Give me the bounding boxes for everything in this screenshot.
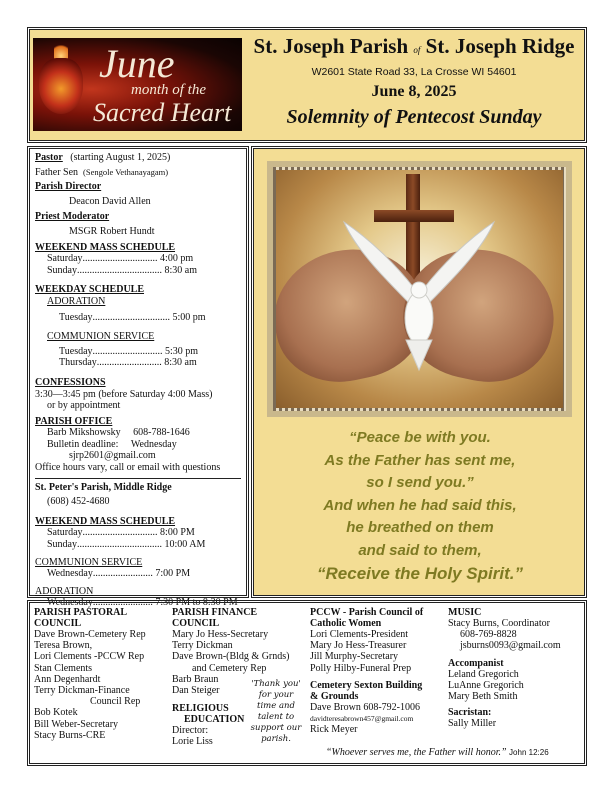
member: Mary Beth Smith: [448, 691, 518, 703]
member: Polly Hilby-Funeral Prep: [310, 662, 412, 674]
section-heading: & Grounds: [310, 690, 359, 702]
parish-name: St. Joseph Parish: [253, 34, 409, 58]
pentecost-feature: [253, 148, 585, 596]
pentecost-image-frame: [267, 161, 572, 417]
section-heading: PARISH PASTORAL: [34, 607, 128, 618]
communion-label: COMMUNION SERVICE: [47, 331, 155, 343]
schedule-row: Wednesday ........................ 7:00 PM: [47, 568, 191, 580]
section-heading: MUSIC: [448, 607, 482, 618]
member: Jill Murphy-Secretary: [310, 651, 399, 663]
member: Stan Clements: [34, 662, 93, 674]
quote-line: “Peace be with you.: [349, 429, 491, 446]
pccw-council: [310, 607, 450, 735]
member: Lori Clements-President: [310, 629, 409, 640]
banner-month: June: [99, 41, 175, 86]
confessions-label: CONFESSIONS: [35, 376, 106, 388]
member: Teresa Brown,: [34, 640, 93, 652]
office-label: PARISH OFFICE: [35, 415, 113, 427]
st-peter-communion-label: COMMUNION SERVICE: [35, 556, 143, 568]
member: Mary Jo Hess-Secretary: [172, 629, 269, 640]
st-peter-adoration-label: ADORATION: [35, 585, 94, 597]
member: Terry Dickman-Finance: [34, 685, 130, 697]
member: Barb Braun: [172, 673, 219, 685]
member: and Cemetery Rep: [192, 662, 267, 674]
section-heading: Accompanist: [448, 657, 504, 669]
member: Ann Degenhardt: [34, 673, 101, 685]
st-peter-phone: (608) 452-4680: [47, 496, 110, 508]
dove-cross-hands-image: [276, 170, 563, 408]
member: Dave Brown 608-792-1006: [310, 701, 420, 713]
scripture-quote: [254, 427, 586, 585]
section-heading: EDUCATION: [184, 714, 245, 726]
section-heading: Sacristan:: [448, 707, 492, 719]
member: Leland Gregorich: [448, 668, 519, 680]
st-peter-label: St. Peter's Parish, Middle Ridge: [35, 478, 241, 494]
footer-scripture: “Whoever serves me, the Father will honor.” John 12:26: [326, 747, 549, 758]
member: Lorie Liss: [172, 736, 213, 748]
office-contact: Barb Mikshowsky 608-788-1646: [47, 427, 190, 439]
office-email[interactable]: sjrp2601@gmail.com: [69, 450, 156, 462]
music-email[interactable]: jsburns0093@gmail.com: [460, 640, 561, 652]
schedule-row: Wednesday ........................ 7:30 PM to 8:30 PM: [47, 597, 238, 609]
member: Council Rep: [90, 696, 141, 708]
parish-address: W2601 State Road 33, La Crosse WI 54601: [311, 66, 517, 78]
member: LuAnne Gregorich: [448, 679, 524, 691]
schedule-row: Sunday .................................. 8:30 am: [47, 264, 197, 276]
member: Rick Meyer: [310, 724, 358, 736]
quote-line: As the Father has sent me,: [324, 451, 516, 469]
sacred-heart-icon: [39, 58, 83, 114]
director-label: Director:: [172, 725, 209, 737]
section-heading: PARISH FINANCE: [172, 607, 258, 618]
quote-line: he breathed on them: [346, 519, 494, 537]
section-heading: PCCW - Parish Council of: [310, 607, 424, 618]
quote-line: And when he had said this,: [323, 496, 517, 514]
liturgical-occasion: Solemnity of Pentecost Sunday: [286, 106, 542, 128]
section-heading: COUNCIL: [34, 618, 82, 629]
confessions-note: or by appointment: [47, 400, 121, 412]
banner-heart-text: Sacred Heart: [93, 98, 232, 127]
section-heading: Cemetery Sexton Building: [310, 679, 423, 691]
moderator-label: Priest Moderator: [35, 211, 110, 223]
banner-subtitle: month of the: [131, 82, 206, 98]
st-peter-weekend-label: WEEKEND MASS SCHEDULE: [35, 515, 176, 527]
schedule-row: Tuesday ............................... 5:00 pm: [59, 311, 206, 323]
parish-councils-section: [29, 602, 585, 764]
adoration-label: ADORATION: [47, 295, 106, 307]
thank-you-note: 'Thank you' for your time and talent to support our parish.: [250, 679, 302, 744]
member: Dave Brown-(Bldg & Grnds): [172, 651, 290, 663]
section-heading: Catholic Women: [310, 618, 382, 629]
sacred-heart-banner: [33, 38, 242, 131]
schedule-row: Sunday .................................. 10:00 AM: [47, 539, 206, 551]
pastor-name-line: Father Sen (Sengole Vethanayagam): [35, 166, 169, 178]
member: Lori Clements -PCCW Rep: [34, 651, 145, 663]
section-heading: RELIGIOUS: [172, 703, 229, 715]
member: Terry Dickman: [172, 640, 233, 652]
music-ministry: [448, 607, 582, 729]
member: Stacy Burns-CRE: [34, 729, 106, 741]
schedule-row: Saturday .............................. 4:00 pm: [47, 253, 194, 265]
parish-location: St. Joseph Ridge: [425, 34, 575, 58]
bulletin-header: [29, 29, 585, 141]
quote-line: “Receive the Holy Spirit.”: [317, 563, 523, 583]
office-hours: Office hours vary, call or email with questions: [35, 462, 221, 474]
member: Bill Weber-Secretary: [34, 718, 119, 730]
member: Dan Steiger: [172, 685, 220, 697]
section-heading: COUNCIL: [172, 618, 220, 629]
member: Stacy Burns, Coordinator: [448, 618, 550, 629]
schedule-row: Thursday .......................... 8:30 am: [59, 357, 197, 369]
quote-line: so I send you.”: [366, 474, 474, 492]
sexton-email[interactable]: davidteresabrown457@gmail.com: [310, 714, 414, 724]
quote-line: and said to them,: [358, 541, 482, 559]
member: Sally Miller: [448, 718, 497, 730]
member: Bob Kotek: [34, 707, 78, 719]
title-of: of: [413, 45, 421, 55]
schedule-row: Tuesday ............................ 5:30 pm: [59, 345, 199, 357]
schedule-row: Saturday .............................. 8:00 PM: [47, 527, 195, 539]
weekend-label: WEEKEND MASS SCHEDULE: [35, 241, 176, 253]
confessions-times: 3:30—3:45 pm (before Saturday 4:00 Mass): [35, 388, 213, 400]
moderator-name: MSGR Robert Hundt: [69, 225, 155, 237]
bulletin-date: June 8, 2025: [371, 83, 457, 100]
parish-title: [244, 34, 584, 59]
pastor-line: Pastor (starting August 1, 2025): [35, 152, 171, 163]
music-phone: 608-769-8828: [460, 629, 517, 641]
weekday-label: WEEKDAY SCHEDULE: [35, 284, 145, 296]
office-deadline: Bulletin deadline: Wednesday: [47, 438, 177, 450]
pastoral-council: [34, 607, 174, 741]
member: Mary Jo Hess-Treasurer: [310, 640, 407, 652]
director-label: Parish Director: [35, 181, 102, 193]
dove-icon: [276, 170, 555, 394]
director-name: Deacon David Allen: [69, 195, 151, 207]
parish-info-column: [29, 148, 247, 609]
member: Dave Brown-Cemetery Rep: [34, 629, 146, 640]
